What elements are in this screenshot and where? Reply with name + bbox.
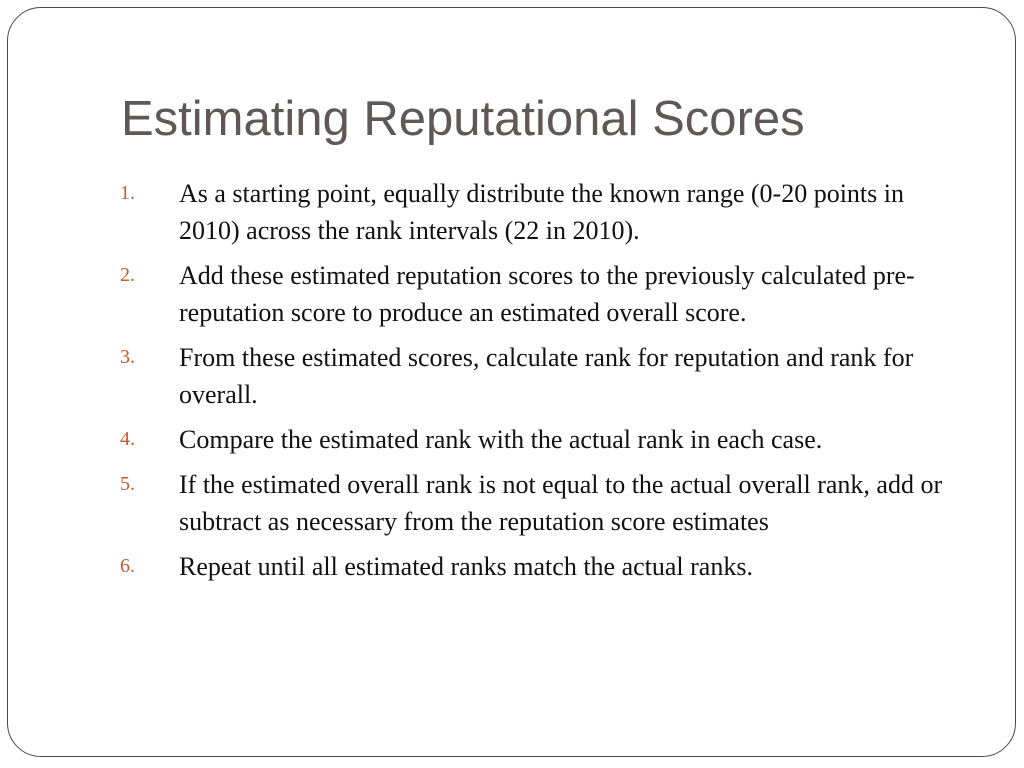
step-number: 6. [120, 555, 135, 577]
step-number: 4. [120, 428, 135, 450]
step-item [120, 421, 970, 458]
step-text: Add these estimated reputation scores to the previously calculated pre-reputation score to produce an estimated overall score. [179, 261, 915, 327]
slide-title: Estimating Reputational Scores [121, 92, 805, 146]
steps-list [120, 175, 970, 593]
step-item [120, 466, 970, 540]
step-number: 1. [120, 182, 135, 204]
step-number: 3. [120, 346, 135, 368]
step-text: Compare the estimated rank with the actual rank in each case. [179, 425, 823, 454]
step-item [120, 257, 970, 331]
step-item [120, 175, 970, 249]
step-item [120, 548, 970, 585]
step-text: From these estimated scores, calculate rank for reputation and rank for overall. [179, 343, 914, 409]
step-number: 5. [120, 473, 135, 495]
step-text: If the estimated overall rank is not equal to the actual overall rank, add or subtract as necessary from the reputation score estimates [179, 470, 943, 536]
step-text: Repeat until all estimated ranks match the actual ranks. [179, 552, 753, 581]
step-number: 2. [120, 264, 135, 286]
step-text: As a starting point, equally distribute the known range (0-20 points in 2010) across the rank intervals (22 in 2010). [179, 179, 904, 245]
slide-frame [7, 7, 1016, 757]
step-item [120, 339, 970, 413]
